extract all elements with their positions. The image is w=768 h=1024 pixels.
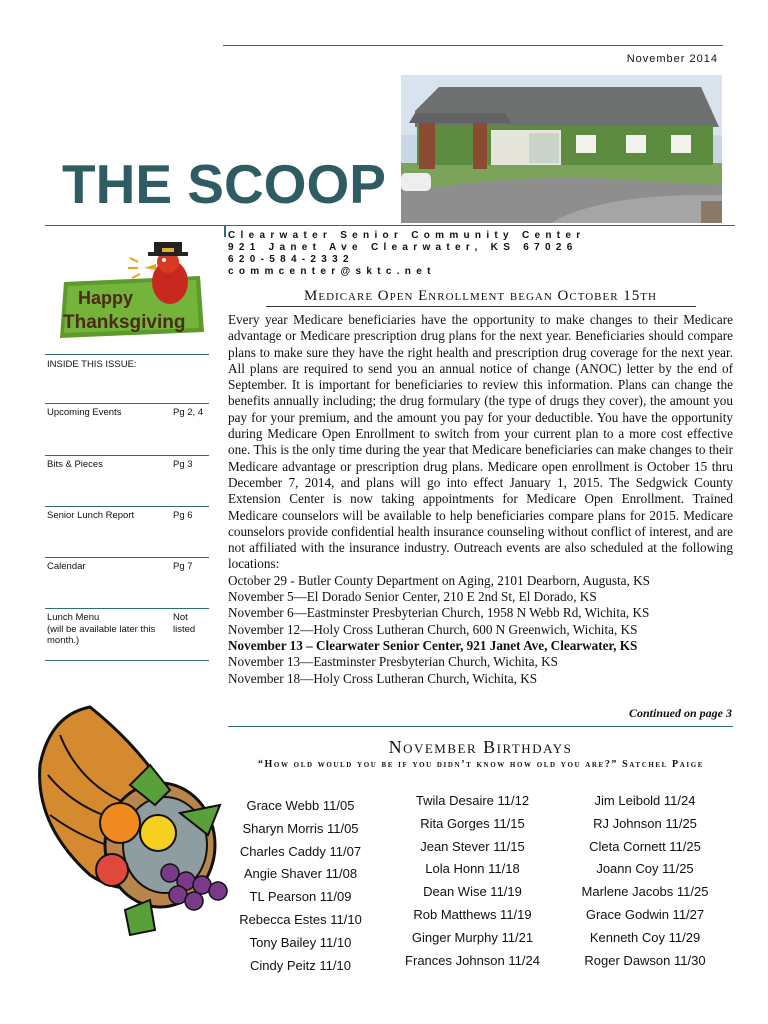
thanksgiving-word-2: Thanksgiving — [63, 312, 186, 333]
masthead-rule — [45, 225, 735, 226]
building-photo — [401, 75, 722, 223]
article-bottom-rule — [228, 726, 733, 727]
toc-page: Not listed — [173, 612, 196, 635]
toc-top-rule — [45, 354, 209, 355]
birthday-entry: Dean Wise 11/19 — [423, 884, 522, 900]
birthday-entry: Rebecca Estes 11/10 — [239, 911, 362, 927]
thanksgiving-graphic — [58, 232, 208, 347]
toc-label: Bits & Pieces — [47, 459, 103, 470]
event-location: November 18—Holy Cross Lutheran Church, Wichita, KS — [228, 670, 538, 686]
toc-page: Pg 6 — [173, 510, 193, 521]
birthdays-title: November Birthdays — [388, 737, 573, 757]
center-name: Clearwater Senior Community Center — [228, 230, 586, 241]
toc-page: Pg 7 — [173, 561, 193, 572]
toc-label: Lunch Menu (will be available later this month.) — [47, 612, 156, 646]
thanksgiving-word-1: Happy — [78, 288, 134, 308]
event-location: November 5—El Dorado Senior Center, 210 E 2nd St, El Dorado, KS — [228, 589, 597, 605]
article-paragraph: Every year Medicare beneficiaries have the opportunity to make changes to their Medicare advantage or Medicare prescription drug plans for the next year. Beneficiaries should compare plans to make sure they have the right health and prescription drug coverage for the next year. All plans are required to send you an annual notice of change (ANOC) letter by the end of September. It is important for beneficiaries to review this information. Plans can change the benefits annually including; the drug formulary (the type of drugs they cover), the amount you pay for your premium, and the amount you pay for your deductible. You have the opportunity during Medicare Open Enrollment to switch from your current plan to a more cost effective one. This is the only time during the year that Medicare beneficiaries can make changes to their Medicare advantage or prescription drug plans. Medicare open enrollment is October 15 thru December 7, 2014, and plans will go into effect January 1, 2015. The Sedgwick County Extension Center is now taking appointments for Medicare Open Enrollment. Trained Medicare counselors will be available to help beneficiaries compare plans for 2015. Medicare counselors provide confidential health insurance counseling without conflict of interest, and are not affiliated with the insurance industry. Outreach events are also scheduled at the following locations: — [228, 312, 733, 572]
event-location: October 29 - Butler County Department on Aging, 2101 Dearborn, Augusta, KS — [228, 572, 650, 588]
birthday-entry: Cleta Cornett 11/25 — [589, 838, 701, 854]
birthday-entry: Cindy Peitz 11/10 — [250, 957, 351, 973]
toc-rule — [45, 506, 209, 507]
toc-rule — [45, 608, 209, 609]
newsletter-title: THE SCOOP — [62, 153, 386, 215]
birthday-entry: Jim Leibold 11/24 — [594, 793, 696, 808]
center-address: 921 Janet Ave Clearwater, KS 67026 — [228, 242, 578, 253]
cornucopia-graphic — [30, 695, 230, 945]
birthday-entry: Joann Coy 11/25 — [596, 861, 694, 877]
masthead-divider — [224, 225, 226, 237]
top-rule — [223, 45, 723, 46]
toc-item-senior-lunch-report[interactable] — [47, 510, 209, 522]
event-location-highlight: November 13 – Clearwater Senior Center, 921 Janet Ave, Clearwater, KS — [228, 637, 638, 653]
event-location: November 13—Eastminster Presbyterian Church, Wichita, KS — [228, 654, 558, 670]
headline-underline — [266, 306, 696, 307]
toc-item-calendar[interactable] — [47, 561, 209, 573]
center-phone: 620-584-2332 — [228, 254, 354, 265]
toc-page: Pg 2, 4 — [173, 407, 204, 418]
birthday-entry: Frances Johnson 11/24 — [405, 952, 540, 968]
birthday-column-1 — [228, 795, 373, 977]
birthday-entry: Twila Desaire 11/12 — [415, 793, 530, 808]
event-location: November 12—Holy Cross Lutheran Church, 600 N Greenwich, Wichita, KS — [228, 621, 638, 637]
birthday-entry: Lola Honn 11/18 — [425, 861, 520, 877]
birthday-entry: Tony Bailey 11/10 — [249, 934, 352, 950]
toc-heading: INSIDE THIS ISSUE: — [47, 359, 137, 370]
toc-rule — [45, 557, 209, 558]
birthday-entry: Grace Godwin 11/27 — [585, 906, 705, 922]
article-headline: Medicare Open Enrollment began October 15th — [304, 288, 657, 304]
birthday-entry: Jean Stever 11/15 — [420, 838, 525, 854]
birthday-entry: Marlene Jacobs 11/25 — [581, 884, 709, 900]
toc-bottom-rule — [45, 660, 209, 661]
toc-item-bits-pieces[interactable] — [47, 459, 209, 471]
birthday-entry: Kenneth Coy 11/29 — [589, 929, 701, 945]
toc-item-upcoming-events[interactable] — [47, 407, 209, 419]
birthday-entry: Grace Webb 11/05 — [246, 798, 355, 813]
toc-item-lunch-menu[interactable] — [47, 612, 209, 647]
birthday-entry: Sharyn Morris 11/05 — [242, 820, 359, 836]
birthdays-quote: “How old would you be if you didn’t know how old you are?” Satchel Paige — [257, 759, 705, 770]
toc-label: Upcoming Events — [47, 407, 122, 418]
birthday-entry: Ginger Murphy 11/21 — [411, 929, 534, 945]
birthday-column-2 — [390, 790, 555, 972]
birthday-entry: Rob Matthews 11/19 — [413, 906, 532, 922]
contact-block — [228, 230, 585, 278]
birthday-column-3 — [565, 790, 725, 972]
toc-label: Senior Lunch Report — [47, 510, 135, 521]
issue-date: November 2014 — [626, 53, 718, 65]
continued-link[interactable]: Continued on page 3 — [628, 706, 732, 720]
birthday-entry: Angie Shaver 11/08 — [243, 866, 358, 882]
birthday-entry: Charles Caddy 11/07 — [239, 843, 362, 859]
birthday-entry: TL Pearson 11/09 — [249, 889, 352, 905]
toc-rule — [45, 403, 209, 404]
article-body — [228, 312, 733, 687]
toc-label: Calendar — [47, 561, 86, 572]
event-location: November 6—Eastminster Presbyterian Church, 1958 N Webb Rd, Wichita, KS — [228, 605, 650, 621]
toc-page: Pg 3 — [173, 459, 193, 470]
birthday-entry: RJ Johnson 11/25 — [593, 815, 697, 831]
center-email: commcenter@sktc.net — [228, 266, 436, 277]
birthday-entry: Rita Gorges 11/15 — [420, 815, 525, 831]
birthday-entry: Roger Dawson 11/30 — [584, 952, 706, 968]
toc-rule — [45, 455, 209, 456]
